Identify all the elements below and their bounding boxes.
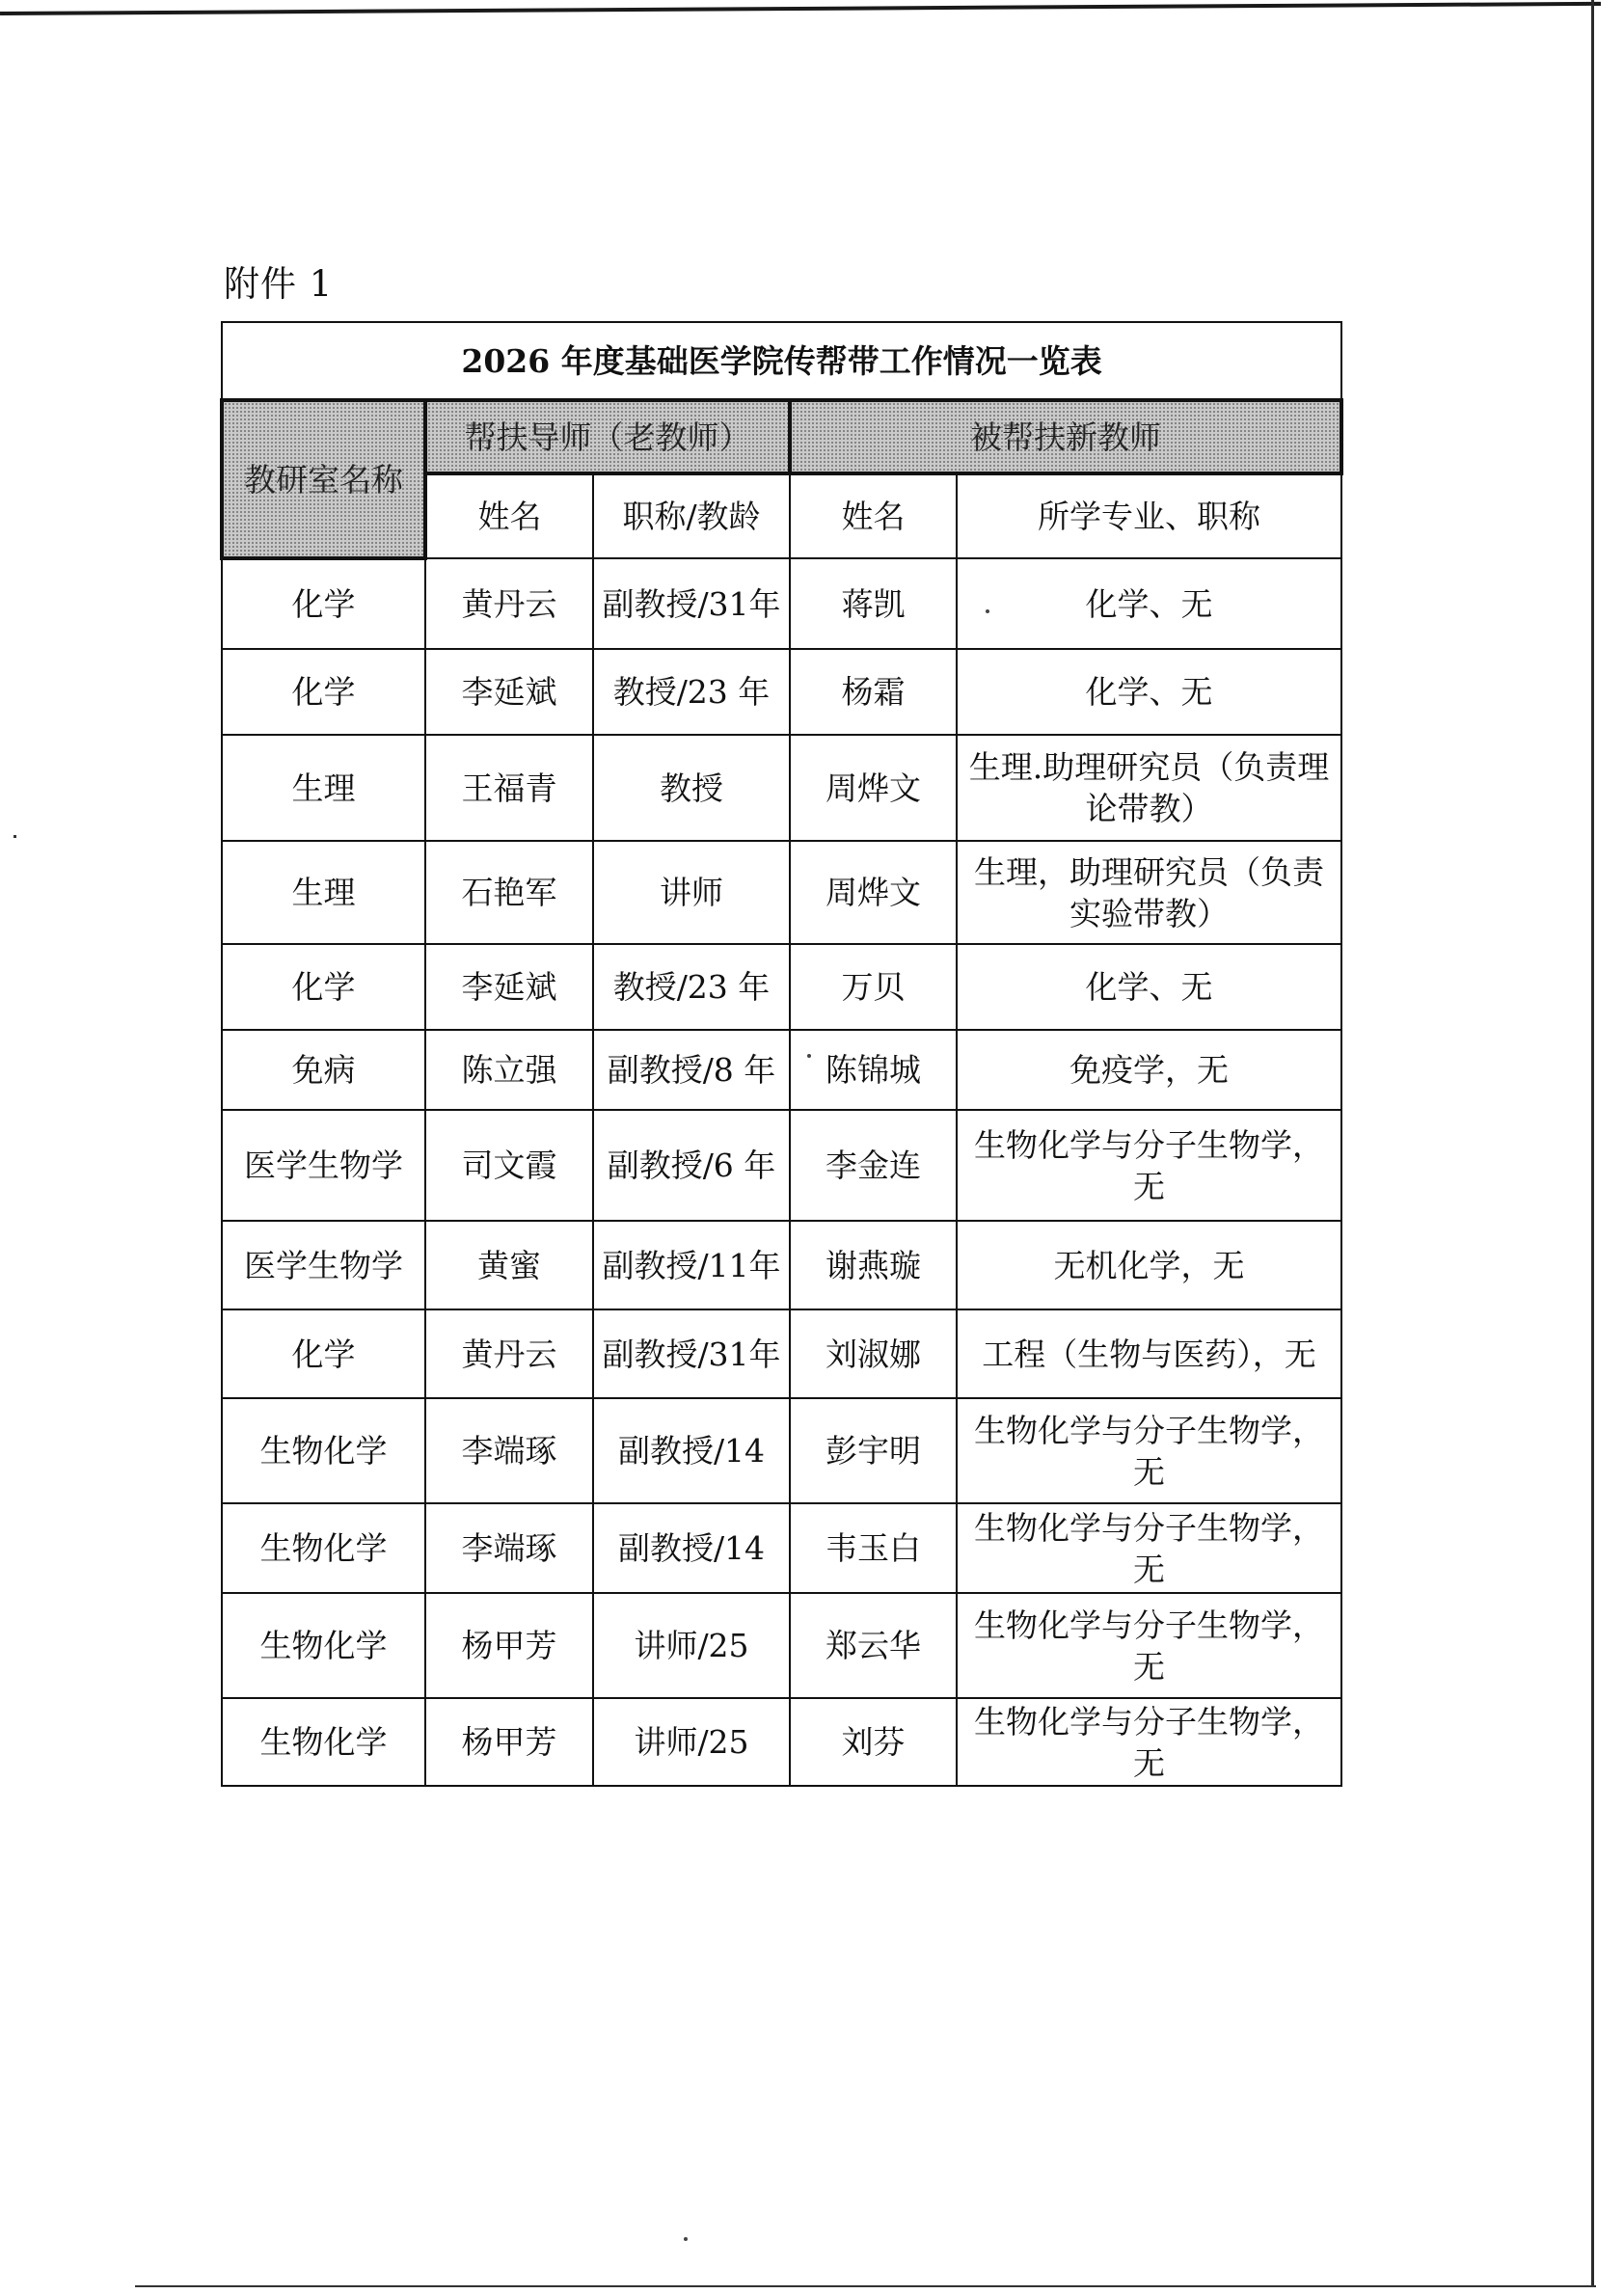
row-mentee-name-cell: 陈锦城 <box>790 1030 957 1110</box>
attachment-label: 附件 1 <box>224 263 334 305</box>
row-mentee-name-cell: 蒋凯 <box>790 558 957 649</box>
table-title-row <box>222 322 1341 400</box>
row-mentor-name-cell: 李端琢 <box>425 1503 593 1593</box>
row-mentee-major-cell: 工程（生物与医药），无 <box>957 1309 1341 1398</box>
header-mentee-group: 被帮扶新教师 <box>790 400 1341 473</box>
header-dept: 教研室名称 <box>222 400 425 558</box>
row-dept-cell: 生理 <box>222 735 425 841</box>
table-row <box>222 649 1341 735</box>
row-mentor-name-cell: 李延斌 <box>425 944 593 1030</box>
row-mentee-major-cell: 生物化学与分子生物学，无 <box>957 1593 1341 1698</box>
table-row <box>222 558 1341 649</box>
header-mentee-major: 所学专业、职称 <box>957 473 1341 558</box>
row-mentor-name-cell: 黄丹云 <box>425 558 593 649</box>
row-dept-cell: 生物化学 <box>222 1698 425 1786</box>
table-row <box>222 1030 1341 1110</box>
table-row <box>222 1309 1341 1398</box>
row-dept-cell: 生物化学 <box>222 1398 425 1503</box>
row-dept-cell: 医学生物学 <box>222 1110 425 1221</box>
row-mentee-name-cell: 李金连 <box>790 1110 957 1221</box>
row-mentor-name-cell: 李端琢 <box>425 1398 593 1503</box>
row-mentor-title-cell: 副教授/8 年 <box>593 1030 790 1110</box>
row-mentor-title-cell: 讲师 <box>593 841 790 944</box>
scan-mark <box>14 835 16 838</box>
table-row <box>222 735 1341 841</box>
row-mentee-name-cell: 杨霜 <box>790 649 957 735</box>
scan-bottom-edge <box>135 2285 1596 2287</box>
table-row <box>222 1221 1341 1309</box>
row-mentee-name-cell: 周烨文 <box>790 735 957 841</box>
mentorship-table <box>220 321 1343 1787</box>
row-mentor-name-cell: 陈立强 <box>425 1030 593 1110</box>
row-mentee-name-cell: 刘淑娜 <box>790 1309 957 1398</box>
row-mentee-name-cell: 韦玉白 <box>790 1503 957 1593</box>
row-mentee-major-cell: 免疫学，无 <box>957 1030 1341 1110</box>
row-dept-cell: 化学 <box>222 944 425 1030</box>
row-mentee-name-cell: 周烨文 <box>790 841 957 944</box>
row-mentee-major-cell: 化学、无 <box>957 944 1341 1030</box>
row-mentor-title-cell: 教授/23 年 <box>593 649 790 735</box>
header-mentor-title: 职称/教龄 <box>593 473 790 558</box>
row-dept-cell: 生物化学 <box>222 1593 425 1698</box>
row-mentee-major-cell: 化学、无 <box>957 558 1341 649</box>
table-title: 2026 年度基础医学院传帮带工作情况一览表 <box>222 322 1341 400</box>
row-mentor-title-cell: 讲师/25 <box>593 1593 790 1698</box>
table-row <box>222 944 1341 1030</box>
header-mentor-group: 帮扶导师（老教师） <box>425 400 790 473</box>
scan-speck <box>684 2237 688 2241</box>
table-row <box>222 1503 1341 1593</box>
scan-right-edge <box>1591 0 1594 2285</box>
row-mentor-title-cell: 副教授/31年 <box>593 1309 790 1398</box>
row-mentor-name-cell: 石艳军 <box>425 841 593 944</box>
row-mentor-name-cell: 王福青 <box>425 735 593 841</box>
row-mentor-title-cell: 副教授/14 <box>593 1398 790 1503</box>
row-mentee-name-cell: 谢燕璇 <box>790 1221 957 1309</box>
row-mentor-name-cell: 黄蜜 <box>425 1221 593 1309</box>
table-row <box>222 841 1341 944</box>
table-row <box>222 1698 1341 1786</box>
table-row <box>222 1398 1341 1503</box>
row-mentor-title-cell: 副教授/31年 <box>593 558 790 649</box>
row-mentor-name-cell: 司文霞 <box>425 1110 593 1221</box>
row-dept-cell: 化学 <box>222 649 425 735</box>
row-mentee-major-cell: 生物化学与分子生物学，无 <box>957 1110 1341 1221</box>
row-mentor-title-cell: 教授 <box>593 735 790 841</box>
row-dept-cell: 医学生物学 <box>222 1221 425 1309</box>
row-dept-cell: 化学 <box>222 558 425 649</box>
row-dept-cell: 化学 <box>222 1309 425 1398</box>
header-mentee-name: 姓名 <box>790 473 957 558</box>
row-mentee-name-cell: 彭宇明 <box>790 1398 957 1503</box>
row-mentor-name-cell: 李延斌 <box>425 649 593 735</box>
row-dept-cell: 生理 <box>222 841 425 944</box>
row-mentor-name-cell: 杨甲芳 <box>425 1593 593 1698</box>
row-mentor-title-cell: 副教授/11年 <box>593 1221 790 1309</box>
row-mentor-title-cell: 副教授/14 <box>593 1503 790 1593</box>
scan-top-edge <box>0 2 1601 25</box>
header-mentor-name: 姓名 <box>425 473 593 558</box>
row-mentor-name-cell: 黄丹云 <box>425 1309 593 1398</box>
row-mentee-major-cell: 生理.助理研究员（负责理论带教） <box>957 735 1341 841</box>
row-mentee-major-cell: 无机化学，无 <box>957 1221 1341 1309</box>
table-row <box>222 1110 1341 1221</box>
row-mentor-title-cell: 副教授/6 年 <box>593 1110 790 1221</box>
row-mentee-name-cell: 万贝 <box>790 944 957 1030</box>
row-mentee-major-cell: 生理，助理研究员（负责实验带教） <box>957 841 1341 944</box>
row-mentee-major-cell: 生物化学与分子生物学，无 <box>957 1698 1341 1786</box>
row-mentor-name-cell: 杨甲芳 <box>425 1698 593 1786</box>
row-mentee-name-cell: 刘芬 <box>790 1698 957 1786</box>
row-dept-cell: 生物化学 <box>222 1503 425 1593</box>
header-row-1 <box>222 400 1341 473</box>
row-dept-cell: 免病 <box>222 1030 425 1110</box>
row-mentee-major-cell: 生物化学与分子生物学，无 <box>957 1503 1341 1593</box>
row-mentee-major-cell: 生物化学与分子生物学，无 <box>957 1398 1341 1503</box>
row-mentee-name-cell: 郑云华 <box>790 1593 957 1698</box>
row-mentor-title-cell: 讲师/25 <box>593 1698 790 1786</box>
row-mentor-title-cell: 教授/23 年 <box>593 944 790 1030</box>
table-row <box>222 1593 1341 1698</box>
row-mentee-major-cell: 化学、无 <box>957 649 1341 735</box>
